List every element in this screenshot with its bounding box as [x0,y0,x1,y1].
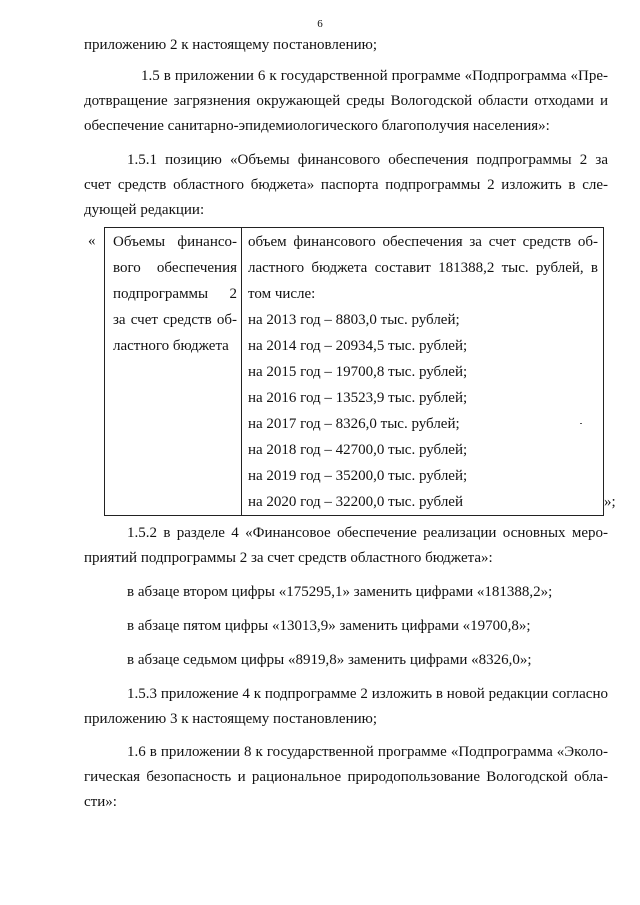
right-cell-line: на 2015 год – 19700,8 тыс. рублей; [248,364,468,380]
right-cell-line: на 2013 год – 8803,0 тыс. рублей; [248,312,460,328]
text-line: в абзаце пятом цифры «13013,9» заменить цифрами «19700,8»; [127,618,531,634]
right-cell-line: на 2017 год – 8326,0 тыс. рублей; [248,416,460,432]
right-cell-line: на 2018 год – 42700,0 тыс. рублей; [248,442,468,458]
right-cell-line: том числе: [248,286,316,302]
left-cell-line: вого обеспечения [113,260,237,276]
right-cell-line: объем финансового обеспечения за счет средств об- [248,234,598,250]
left-cell-line: за счет средств об- [113,312,237,328]
text-line: в абзаце втором цифры «175295,1» заменить цифрами «181388,2»; [127,584,553,600]
text-line: сти»: [84,794,117,810]
close-quote: »; [604,494,616,510]
right-cell-line: ластного бюджета составит 181388,2 тыс. рублей, в [248,260,598,276]
text-line: 1.5.2 в разделе 4 «Финансовое обеспечение реализации основных меро- [127,525,608,541]
text-line: 1.5.3 приложение 4 к подпрограмме 2 изложить в новой редакции согласно [127,686,608,702]
text-line: гическая безопасность и рациональное природопользование Вологодской обла- [84,769,608,785]
text-line: 1.6 в приложении 8 к государственной программе «Подпрограмма «Эколо- [127,744,608,760]
right-cell-line: на 2016 год – 13523,9 тыс. рублей; [248,390,468,406]
left-cell-line: подпрограммы 2 [113,286,237,302]
text-line: 1.5 в приложении 6 к государственной программе «Подпрограмма «Пре- [141,68,608,84]
text-line: обеспечение санитарно-эпидемиологического благополучия населения»: [84,118,550,134]
open-quote: « [88,233,96,249]
financing-table [104,227,604,516]
right-cell-line: на 2019 год – 35200,0 тыс. рублей; [248,468,468,484]
left-cell-line: ластного бюджета [113,338,229,354]
left-cell-line: Объемы финансо- [113,234,237,250]
page-number: 6 [317,18,323,30]
text-line: 1.5.1 позицию «Объемы финансового обеспечения подпрограммы 2 за [127,152,608,168]
scan-speck [580,423,582,424]
text-line: счет средств областного бюджета» паспорта подпрограммы 2 изложить в сле- [84,177,608,193]
text-line: в абзаце седьмом цифры «8919,8» заменить цифрами «8326,0»; [127,652,532,668]
text-line: дующей редакции: [84,202,205,218]
table-divider [241,228,242,515]
text-line: приложению 2 к настоящему постановлению; [84,37,377,53]
text-line: приложению 3 к настоящему постановлению; [84,711,377,727]
right-cell-line: на 2020 год – 32200,0 тыс. рублей [248,494,463,510]
text-line: приятий подпрограммы 2 за счет средств областного бюджета»: [84,550,493,566]
right-cell-line: на 2014 год – 20934,5 тыс. рублей; [248,338,468,354]
text-line: дотвращение загрязнения окружающей среды Вологодской области отходами и [84,93,608,109]
